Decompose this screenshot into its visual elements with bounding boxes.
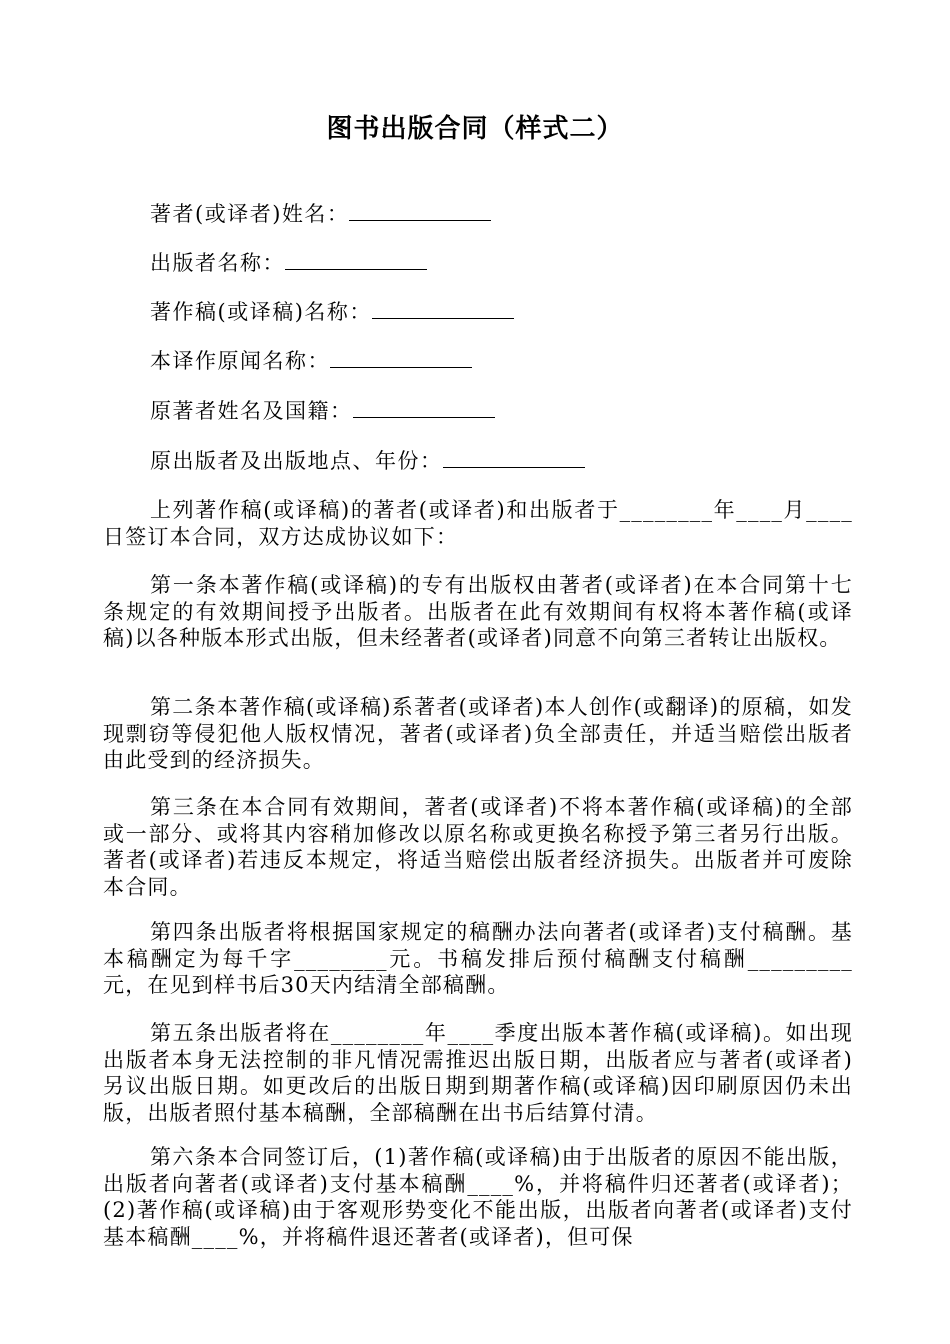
field-label: 出版者名称： <box>150 251 285 275</box>
paragraph-article-1: 第一条本著作稿(或译稿)的专有出版权由著者(或译者)在本合同第十七条规定的有效期间授予出版者。出版者在此有效期间有权将本著作稿(或译稿)以各种版本形式出版，但未经著者(或译者)同意不向第三者转让出版权。 <box>103 573 853 650</box>
field-original-publisher <box>150 447 585 475</box>
field-label: 著作稿(或译稿)名称： <box>150 300 372 324</box>
paragraph-article-2: 第二条本著作稿(或译稿)系著者(或译者)本人创作(或翻译)的原稿，如发现剽窃等侵犯他人版权情况，著者(或译者)负全部责任，并适当赔偿出版者由此受到的经济损失。 <box>103 695 853 772</box>
fill-blank <box>443 449 585 468</box>
field-original-author <box>150 397 495 425</box>
paragraph-intro: 上列著作稿(或译稿)的著者(或译者)和出版者于________年____月____日签订本合同，双方达成协议如下： <box>103 498 853 549</box>
field-author-name <box>150 200 491 228</box>
paragraph-article-3: 第三条在本合同有效期间，著者(或译者)不将本著作稿(或译稿)的全部或一部分、或将其内容稍加修改以原名称或更换名称授予第三者另行出版。著者(或译者)若违反本规定，将适当赔偿出版者经济损失。出版者并可废除本合同。 <box>103 795 853 899</box>
field-label: 本译作原闻名称： <box>150 349 330 373</box>
paragraph-article-4: 第四条出版者将根据国家规定的稿酬办法向著者(或译者)支付稿酬。基本稿酬定为每千字________元。书稿发排后预付稿酬支付稿酬_________元，在见到样书后30天内结清全部稿酬。 <box>103 920 853 997</box>
fill-blank <box>330 349 472 368</box>
paragraph-article-5: 第五条出版者将在________年____季度出版本著作稿(或译稿)。如出现出版者本身无法控制的非凡情况需推迟出版日期，出版者应与著者(或译者)另议出版日期。如更改后的出版日期到期著作稿(或译稿)因印刷原因仍未出版，出版者照付基本稿酬，全部稿酬在出书后结算付清。 <box>103 1021 853 1125</box>
field-label: 原著者姓名及国籍： <box>150 399 353 423</box>
fill-blank <box>349 202 491 221</box>
fill-blank <box>353 399 495 418</box>
field-label: 著者(或译者)姓名： <box>150 202 350 226</box>
field-publisher-name <box>150 249 427 277</box>
field-original-title <box>150 347 472 375</box>
paragraph-article-6: 第六条本合同签订后，(1)著作稿(或译稿)由于出版者的原因不能出版，出版者向著者(或译者)支付基本稿酬____%，并将稿件归还著者(或译者)；(2)著作稿(或译稿)由于客观形势变化不能出版，出版者向著者(或译者)支付基本稿酬____%，并将稿件退还著者(或译者)，但可保 <box>103 1145 853 1249</box>
fill-blank <box>372 300 514 319</box>
document-title: 图书出版合同（样式二） <box>326 114 624 144</box>
fill-blank <box>285 251 427 270</box>
field-label: 原出版者及出版地点、年份： <box>150 449 443 473</box>
field-manuscript-name <box>150 298 514 326</box>
